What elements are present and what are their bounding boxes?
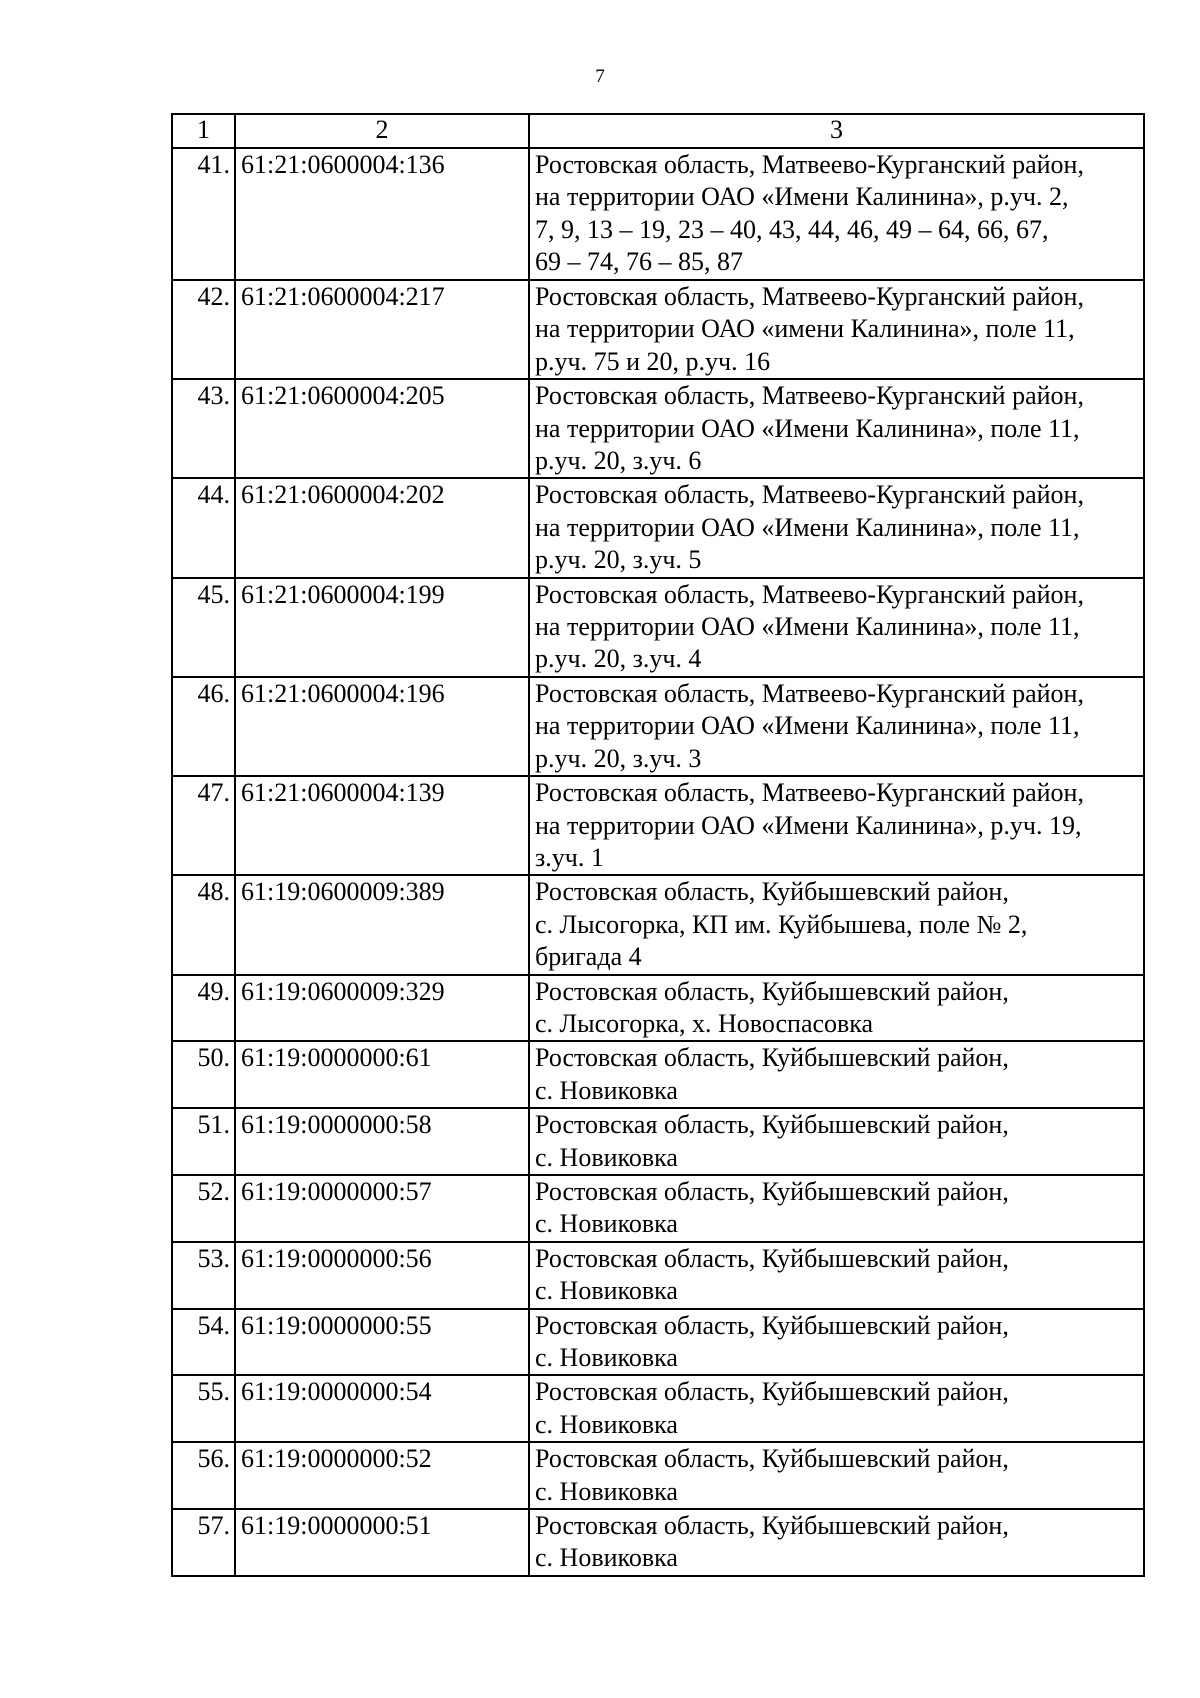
row-number: 42. <box>172 280 235 379</box>
cadastral-number: 61:21:0600004:196 <box>235 677 529 776</box>
cadastral-number: 61:21:0600004:205 <box>235 379 529 478</box>
address-cell <box>529 1041 1144 1108</box>
row-number: 55. <box>172 1375 235 1442</box>
table-row <box>172 875 1144 974</box>
address-line: с. Новиковка <box>535 1476 678 1506</box>
row-number: 46. <box>172 677 235 776</box>
address-line: Ростовская область, Куйбышевский район, <box>535 1310 1009 1340</box>
address-line: р.уч. 20, з.уч. 4 <box>535 644 702 674</box>
address-cell <box>529 379 1144 478</box>
cadastral-number: 61:19:0600009:329 <box>235 975 529 1042</box>
table-row <box>172 148 1144 280</box>
cadastral-number: 61:19:0000000:55 <box>235 1309 529 1376</box>
row-number: 47. <box>172 776 235 875</box>
cadastral-number: 61:19:0000000:52 <box>235 1442 529 1509</box>
address-line: Ростовская область, Матвеево-Курганский район, <box>535 480 1084 510</box>
table-row <box>172 1108 1144 1175</box>
address-line: р.уч. 20, з.уч. 6 <box>535 446 702 476</box>
land-plot-table <box>171 113 1145 1577</box>
row-number: 54. <box>172 1309 235 1376</box>
address-cell <box>529 677 1144 776</box>
address-line: р.уч. 20, з.уч. 5 <box>535 545 702 575</box>
address-line: Ростовская область, Матвеево-Курганский район, <box>535 778 1084 808</box>
address-cell <box>529 1242 1144 1309</box>
column-header-number: 1 <box>172 114 235 148</box>
address-cell <box>529 1309 1144 1376</box>
address-cell <box>529 1442 1144 1509</box>
row-number: 56. <box>172 1442 235 1509</box>
row-number: 48. <box>172 875 235 974</box>
address-line: бригада 4 <box>535 942 642 972</box>
address-line: 7, 9, 13 – 19, 23 – 40, 43, 44, 46, 49 – 64, 66, 67, <box>535 214 1049 244</box>
address-line: 69 – 74, 76 – 85, 87 <box>535 247 743 277</box>
address-line: Ростовская область, Куйбышевский район, <box>535 1110 1009 1140</box>
address-line: Ростовская область, Матвеево-Курганский район, <box>535 150 1084 179</box>
address-cell <box>529 578 1144 677</box>
address-line: на территории ОАО «Имени Калинина», поле 11, <box>535 512 1080 542</box>
address-cell <box>529 148 1144 280</box>
table-row <box>172 1309 1144 1376</box>
address-line: р.уч. 75 и 20, р.уч. 16 <box>535 346 771 376</box>
address-line: с. Новиковка <box>535 1543 678 1573</box>
address-line: на территории ОАО «Имени Калинина», р.уч. 19, <box>535 810 1082 840</box>
table-row <box>172 1442 1144 1509</box>
address-line: с. Новиковка <box>535 1075 678 1105</box>
address-line: с. Новиковка <box>535 1142 678 1172</box>
table-row <box>172 379 1144 478</box>
cadastral-number: 61:19:0000000:56 <box>235 1242 529 1309</box>
table-row <box>172 776 1144 875</box>
address-line: р.уч. 20, з.уч. 3 <box>535 743 702 773</box>
address-line: Ростовская область, Матвеево-Курганский район, <box>535 381 1084 411</box>
table-row <box>172 975 1144 1042</box>
row-number: 53. <box>172 1242 235 1309</box>
address-line: на территории ОАО «Имени Калинина», поле 11, <box>535 711 1080 741</box>
row-number: 49. <box>172 975 235 1042</box>
address-line: Ростовская область, Куйбышевский район, <box>535 976 1009 1006</box>
table-row <box>172 1175 1144 1242</box>
cadastral-number: 61:21:0600004:217 <box>235 280 529 379</box>
row-number: 51. <box>172 1108 235 1175</box>
cadastral-number: 61:19:0000000:51 <box>235 1509 529 1576</box>
row-number: 57. <box>172 1509 235 1576</box>
address-line: Ростовская область, Матвеево-Курганский район, <box>535 678 1084 708</box>
address-cell <box>529 1175 1144 1242</box>
table-body <box>172 148 1144 1576</box>
address-line: на территории ОАО «Имени Калинина», р.уч. 2, <box>535 182 1069 212</box>
address-cell <box>529 1375 1144 1442</box>
table-row <box>172 1375 1144 1442</box>
address-line: с. Новиковка <box>535 1276 678 1306</box>
table-row <box>172 1041 1144 1108</box>
address-line: с. Новиковка <box>535 1409 678 1439</box>
row-number: 50. <box>172 1041 235 1108</box>
address-line: с. Новиковка <box>535 1209 678 1239</box>
cadastral-number: 61:21:0600004:139 <box>235 776 529 875</box>
table-row <box>172 677 1144 776</box>
column-header-cadastral: 2 <box>235 114 529 148</box>
address-line: Ростовская область, Куйбышевский район, <box>535 1444 1009 1474</box>
cadastral-number: 61:21:0600004:199 <box>235 578 529 677</box>
page-number: 7 <box>595 66 605 87</box>
address-line: с. Лысогорка, х. Новоспасовка <box>535 1008 874 1038</box>
table-row <box>172 578 1144 677</box>
row-number: 43. <box>172 379 235 478</box>
address-cell <box>529 478 1144 577</box>
address-line: на территории ОАО «Имени Калинина», поле 11, <box>535 413 1080 443</box>
table-row <box>172 1242 1144 1309</box>
cadastral-number: 61:19:0000000:58 <box>235 1108 529 1175</box>
address-line: Ростовская область, Куйбышевский район, <box>535 877 1009 907</box>
address-cell <box>529 975 1144 1042</box>
row-number: 45. <box>172 578 235 677</box>
address-line: Ростовская область, Куйбышевский район, <box>535 1243 1009 1273</box>
address-cell <box>529 875 1144 974</box>
cadastral-number: 61:19:0600009:389 <box>235 875 529 974</box>
address-line: Ростовская область, Матвеево-Курганский район, <box>535 579 1084 609</box>
column-header-address: 3 <box>529 114 1144 148</box>
table-row <box>172 478 1144 577</box>
cadastral-number: 61:19:0000000:54 <box>235 1375 529 1442</box>
row-number: 52. <box>172 1175 235 1242</box>
cadastral-number: 61:19:0000000:61 <box>235 1041 529 1108</box>
address-line: с. Новиковка <box>535 1343 678 1372</box>
cadastral-number: 61:19:0000000:57 <box>235 1175 529 1242</box>
address-line: на территории ОАО «имени Калинина», поле 11, <box>535 314 1075 344</box>
address-line: Ростовская область, Куйбышевский район, <box>535 1176 1009 1206</box>
row-number: 44. <box>172 478 235 577</box>
address-line: Ростовская область, Куйбышевский район, <box>535 1377 1009 1407</box>
cadastral-number: 61:21:0600004:202 <box>235 478 529 577</box>
address-cell <box>529 1108 1144 1175</box>
address-line: Ростовская область, Куйбышевский район, <box>535 1511 1009 1541</box>
address-line: на территории ОАО «Имени Калинина», поле 11, <box>535 612 1080 642</box>
table-header-row <box>172 114 1144 148</box>
row-number: 41. <box>172 148 235 280</box>
address-line: Ростовская область, Матвеево-Курганский район, <box>535 282 1084 311</box>
address-line: с. Лысогорка, КП им. Куйбышева, поле № 2, <box>535 909 1028 939</box>
address-cell <box>529 1509 1144 1576</box>
address-cell <box>529 776 1144 875</box>
table-row <box>172 1509 1144 1576</box>
address-line: Ростовская область, Куйбышевский район, <box>535 1043 1009 1073</box>
address-cell <box>529 280 1144 379</box>
address-line: з.уч. 1 <box>535 842 604 872</box>
table-row <box>172 280 1144 379</box>
cadastral-number: 61:21:0600004:136 <box>235 148 529 280</box>
